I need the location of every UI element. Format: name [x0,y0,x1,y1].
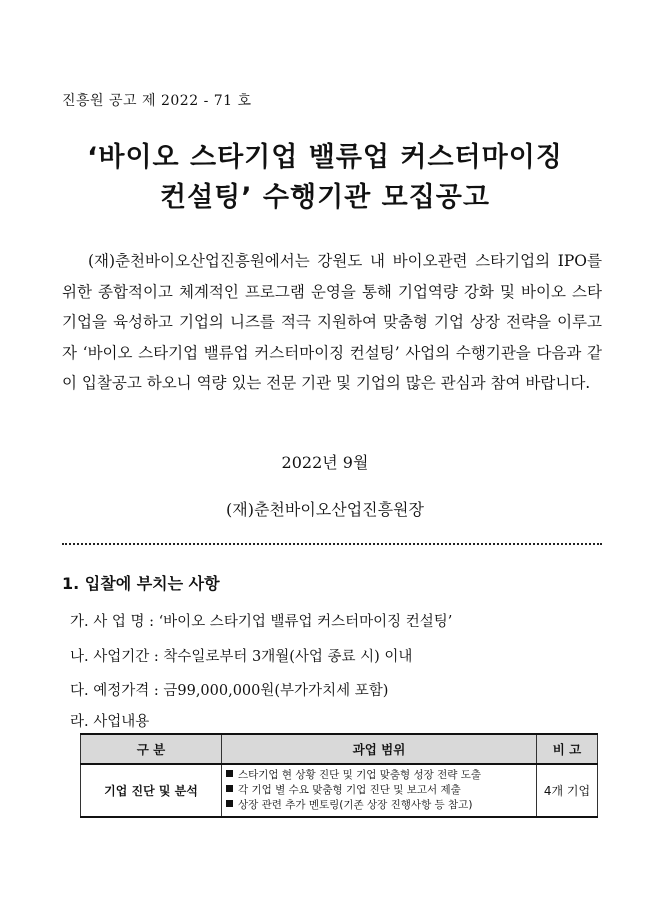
intro-paragraph [62,246,602,399]
row-scope [222,764,537,817]
header-note: 비 고 [537,734,598,764]
header-scope: 과업 범위 [222,734,537,764]
document-title [0,138,650,218]
scope-table [80,733,598,818]
item-project-content: 라. 사업내용 [70,714,150,730]
notice-number: 진흥원 공고 제 2022 - 71 호 [62,93,252,109]
table-row [81,764,598,817]
row-category: 기업 진단 및 분석 [81,764,222,817]
scope-item: 각 기업 별 수요 맞춤형 기업 진단 및 보고서 제출 [226,783,532,798]
header-category: 구 분 [81,734,222,764]
item-project-name: 가. 사 업 명 : ‘바이오 스타기업 밸류업 커스터마이징 컨설팅’ [70,614,453,630]
table-header-row [81,734,598,764]
item-project-period: 나. 사업기간 : 착수일로부터 3개월(사업 종료 시) 이내 [70,649,413,665]
intro-text: (재)춘천바이오산업진흥원에서는 강원도 내 바이오관련 스타기업의 IPO를 위한 종합적이고 체계적인 프로그램 운영을 통해 기업역량 강화 및 바이오 스타기업을 육성하고 기업의 니즈를 적극 지원하여 맞춤형 기업 상장 전략을 이루고자 ‘바이오 스타기업 밸류업 커스터마이징 컨설팅’ 사업의 수행기관을 다음과 같이 입찰공고 하오니 역량 있는 전문 기관 및 기업의 많은 관심과 참여 바랍니다. [62,252,602,392]
square-bullet-icon [226,800,233,807]
scope-item: 스타기업 현 상황 진단 및 기업 맞춤형 성장 전략 도출 [226,768,532,783]
title-line-2: 컨설팅’ 수행기관 모집공고 [160,182,490,213]
title-line-1: ‘바이오 스타기업 밸류업 커스터마이징 [87,142,563,173]
square-bullet-icon [226,770,233,777]
item-estimated-price: 다. 예정가격 : 금99,000,000원(부가가치세 포함) [70,683,389,699]
square-bullet-icon [226,785,233,792]
issuer-name: (재)춘천바이오산업진흥원장 [226,500,424,519]
section-title: 1. 입찰에 부치는 사항 [62,574,220,593]
row-note: 4개 기업 [537,764,598,817]
scope-item: 상장 관련 추가 멘토링(기존 상장 진행사항 등 참고) [226,798,532,813]
notice-date: 2022년 9월 [281,453,369,472]
dotted-divider [62,543,602,545]
